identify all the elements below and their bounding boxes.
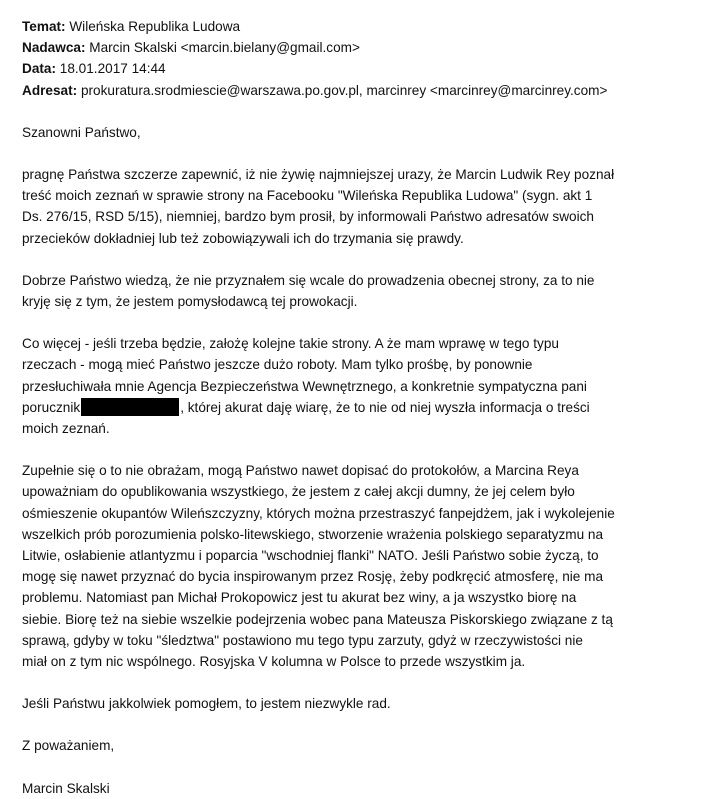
email-headers bbox=[22, 16, 694, 101]
text-line: pragnę Państwa szczerze zapewnić, iż nie żywię najmniejszej urazy, że Marcin Ludwik Rey poznał bbox=[22, 167, 615, 183]
text-line: mogę się nawet przyznać do bycia inspirowanym przez Rosję, żeby podkręcić atmosferę, nie ma bbox=[22, 569, 604, 585]
date-value: 18.01.2017 14:44 bbox=[59, 61, 166, 77]
text-line: przesłuchiwała mnie Agencja Bezpieczeństwa Wewnętrznego, a konkretnie sympatyczna pani bbox=[22, 378, 587, 394]
recipient-label: Adresat bbox=[22, 82, 73, 98]
recipient-value: prokuratura.srodmiescie@warszawa.po.gov.pl, marcinrey <marcinrey@marcinrey.com> bbox=[80, 82, 608, 98]
text-line: ośmieszenie okupantów Wileńszczyzny, których można przestraszyć fanpejdżem, jak i wykolejenie bbox=[22, 505, 615, 521]
text-line: Zupełnie się o to nie obrażam, mogą Państwo nawet dopisać do protokołów, a Marcina Reya bbox=[22, 463, 579, 479]
text-line: Ds. 276/15, RSD 5/15), niemniej, bardzo bym prosił, by informowali Państwo adresatów swoich bbox=[22, 209, 594, 225]
text-line: Litwie, osłabienie atlantyzmu i poparcia "wschodniej flanki" NATO. Jeśli Państwo sobie życzą, to bbox=[22, 548, 599, 564]
text-line: przecieków dokładniej lub też zobowiązywali ich do trzymania się prawdy. bbox=[22, 230, 464, 246]
text-line: miał on z tym nic wspólnego. Rosyjska V kolumna w Polsce to przede wszystkim ja. bbox=[22, 654, 526, 670]
sender-value: Marcin Skalski <marcin.bielany@gmail.com> bbox=[89, 40, 360, 56]
subject-label: Temat bbox=[22, 19, 62, 34]
text-line: Co więcej - jeśli trzeba będzie, założę kolejne takie strony. A że mam wprawę w tego typu bbox=[22, 336, 559, 352]
text-line: moich zeznań. bbox=[22, 421, 110, 437]
text-line: Dobrze Państwo wiedzą, że nie przyznałem się wcale do prowadzenia obecnej strony, za to nie bbox=[22, 272, 595, 288]
text-line: kryję się z tym, że jestem pomysłodawcą tej prowokacji. bbox=[22, 294, 358, 310]
closing: Z poważaniem, bbox=[22, 738, 115, 754]
date-label: Data bbox=[22, 61, 52, 77]
text-fragment: porucznik bbox=[22, 399, 81, 415]
text-line: problemu. Natomiast pan Michał Prokopowicz jest tu akurat bez winy, a ja wszystko biorę na bbox=[22, 590, 577, 606]
subject-value: Wileńska Republika Ludowa bbox=[69, 19, 241, 34]
subject-row: Temat: Wileńska Republika Ludowa bbox=[22, 19, 241, 34]
text-line: treść moich zeznań w sprawie strony na Facebooku "Wileńska Republika Ludowa" (sygn. akt 1 bbox=[22, 188, 593, 204]
paragraph-1 bbox=[22, 164, 694, 249]
greeting: Szanowni Państwo, bbox=[22, 124, 141, 140]
paragraph-5: Jeśli Państwu jakkolwiek pomogłem, to jestem niezwykle rad. bbox=[22, 696, 391, 712]
text-line: rzeczach - mogą mieć Państwo jeszcze dużo roboty. Mam tylko prośbę, by ponownie bbox=[22, 357, 533, 373]
redaction-bar bbox=[81, 398, 179, 416]
paragraph-2 bbox=[22, 270, 694, 312]
text-line: wszelkich prób porozumienia polsko-litewskiego, stworzenie wrażenia polskiego separatyzmu na bbox=[22, 526, 604, 542]
sender-row: Nadawca: Marcin Skalski <marcin.bielany@gmail.com> bbox=[22, 40, 360, 56]
paragraph-4 bbox=[22, 460, 694, 672]
text-line bbox=[22, 397, 694, 418]
email-body bbox=[22, 122, 694, 799]
sender-label: Nadawca bbox=[22, 40, 81, 56]
text-fragment: , której akurat daję wiarę, że to nie od niej wyszła informacja o treści bbox=[180, 399, 590, 415]
paragraph-3 bbox=[22, 333, 694, 439]
recipient-row: Adresat: prokuratura.srodmiescie@warszawa.po.gov.pl, marcinrey <marcinrey@marcinrey.com> bbox=[22, 82, 608, 98]
email-message bbox=[22, 16, 694, 799]
text-line: siebie. Biorę też na siebie wszelkie podejrzenia wobec pana Mateusza Piskorskiego związane z tą bbox=[22, 611, 613, 627]
date-row: Data: 18.01.2017 14:44 bbox=[22, 61, 166, 77]
text-line: upoważniam do opublikowania wszystkiego, że jestem z całej akcji dumny, że jej celem było bbox=[22, 484, 575, 500]
signature: Marcin Skalski bbox=[22, 780, 110, 796]
text-line: sprawą, gdyby w toku "śledztwa" postawiono mu tego typu zarzuty, gdyż w rzeczywistości nie bbox=[22, 632, 583, 648]
